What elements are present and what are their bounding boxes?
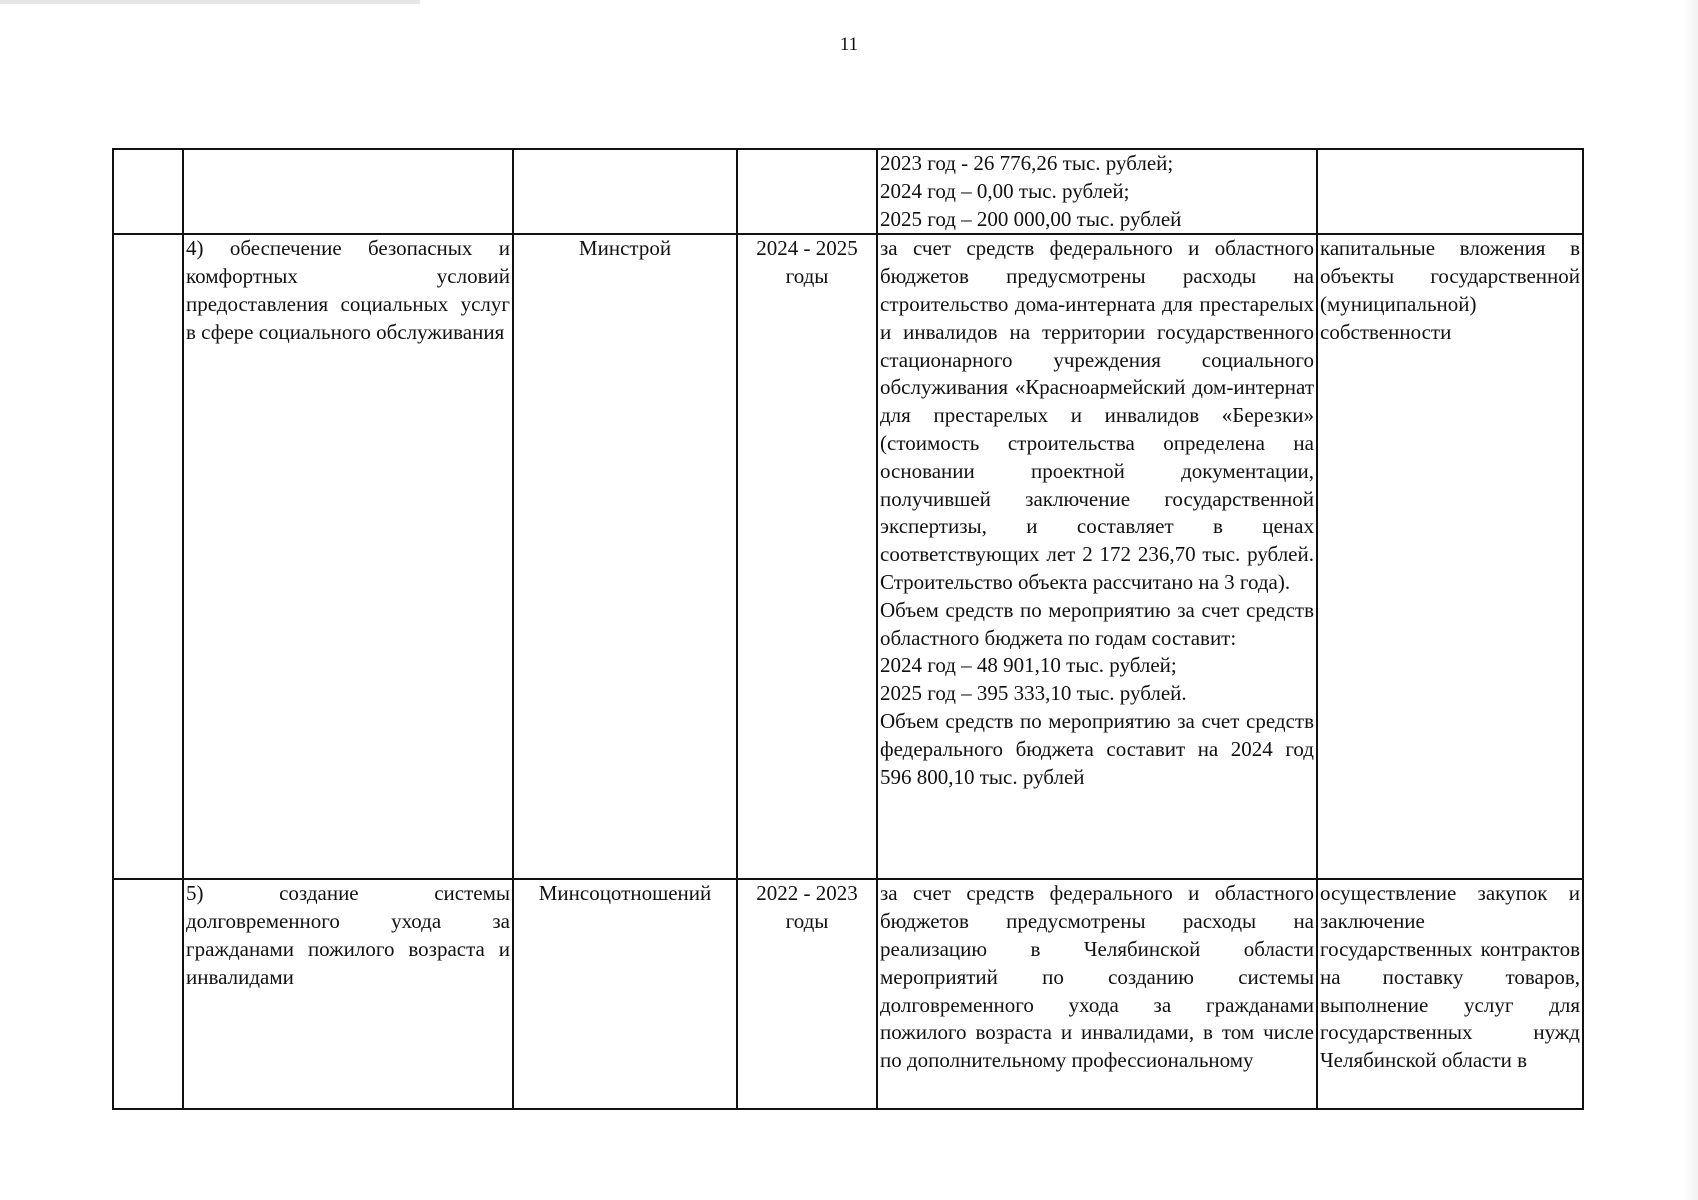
row-number-cell bbox=[113, 879, 183, 1109]
executor-cell bbox=[513, 149, 737, 234]
scan-artifact-edge bbox=[1684, 0, 1698, 1200]
funding-year-2025: 2025 год – 395 333,10 тыс. рублей. bbox=[880, 681, 1187, 706]
funding-cell bbox=[877, 234, 1317, 879]
period-unit: годы bbox=[785, 264, 829, 289]
funding-year-2024: 2024 год – 48 901,10 тыс. рублей; bbox=[880, 653, 1177, 678]
table-row bbox=[113, 879, 1583, 1109]
activity-cell: 5) создание системы долговременного ухода за гражданами пожилого возраста и инвалидами bbox=[183, 879, 513, 1109]
executor-cell: Минсоцотношений bbox=[513, 879, 737, 1109]
funding-line: 2023 год - 26 776,26 тыс. рублей; bbox=[880, 151, 1174, 175]
funding-line: 2025 год – 200 000,00 тыс. рублей bbox=[880, 206, 1182, 231]
period-cell bbox=[737, 879, 877, 1109]
funding-federal-total: Объем средств по мероприятию за счет средств федерального бюджета составит на 2024 год 596 800,10 тыс. рублей bbox=[880, 708, 1314, 789]
funding-regional-total: Объем средств по мероприятию за счет средств областного бюджета по годам составит: bbox=[880, 597, 1314, 650]
executor-cell: Минстрой bbox=[513, 234, 737, 879]
scan-artifact-top bbox=[0, 0, 420, 4]
row-number-cell bbox=[113, 234, 183, 879]
mechanism-cell: капитальные вложения в объекты государственной (муниципальной) собственности bbox=[1317, 234, 1583, 879]
period-cell bbox=[737, 149, 877, 234]
mechanism-cell bbox=[1317, 149, 1583, 234]
page-number: 11 bbox=[839, 34, 859, 55]
funding-cell: за счет средств федерального и областного бюджетов предусмотрены расходы на реализацию в Челябинской области мероприятий по созданию системы долговременного ухода за гражданами пожилого возраста и инвалидами, в том числе по дополнительному профессиональному bbox=[877, 879, 1317, 1109]
period-unit: годы bbox=[785, 909, 829, 934]
period-cell bbox=[737, 234, 877, 879]
program-activities-table bbox=[112, 148, 1584, 1110]
funding-description: за счет средств федерального и областного бюджетов предусмотрены расходы на строительство дома-интерната для престарелых и инвалидов на территории государственного стационарного учреждения социального обслуживания «Красноармейский дом-интернат для престарелых и инвалидов «Березки» (стоимость строительства определена на основании проектной документации, получившей заключение государственной экспертизы, и составляет в ценах соответствующих лет 2 172 236,70 тыс. рублей. Строительство объекта рассчитано на 3 года). bbox=[880, 236, 1314, 594]
funding-cell bbox=[877, 149, 1317, 234]
table-row bbox=[113, 234, 1583, 879]
activity-cell: 4) обеспечение безопасных и комфортных условий предоставления социальных услуг в сфере социального обслуживания bbox=[183, 234, 513, 879]
activity-cell bbox=[183, 149, 513, 234]
funding-line: 2024 год – 0,00 тыс. рублей; bbox=[880, 178, 1130, 203]
row-number-cell bbox=[113, 149, 183, 234]
mechanism-cell: осуществление закупок и заключение государственных контрактов на поставку товаров, выполнение услуг для государственных нужд Челябинской области в bbox=[1317, 879, 1583, 1109]
table-row bbox=[113, 149, 1583, 234]
period-years: 2022 - 2023 bbox=[756, 881, 858, 906]
period-years: 2024 - 2025 bbox=[756, 236, 858, 261]
